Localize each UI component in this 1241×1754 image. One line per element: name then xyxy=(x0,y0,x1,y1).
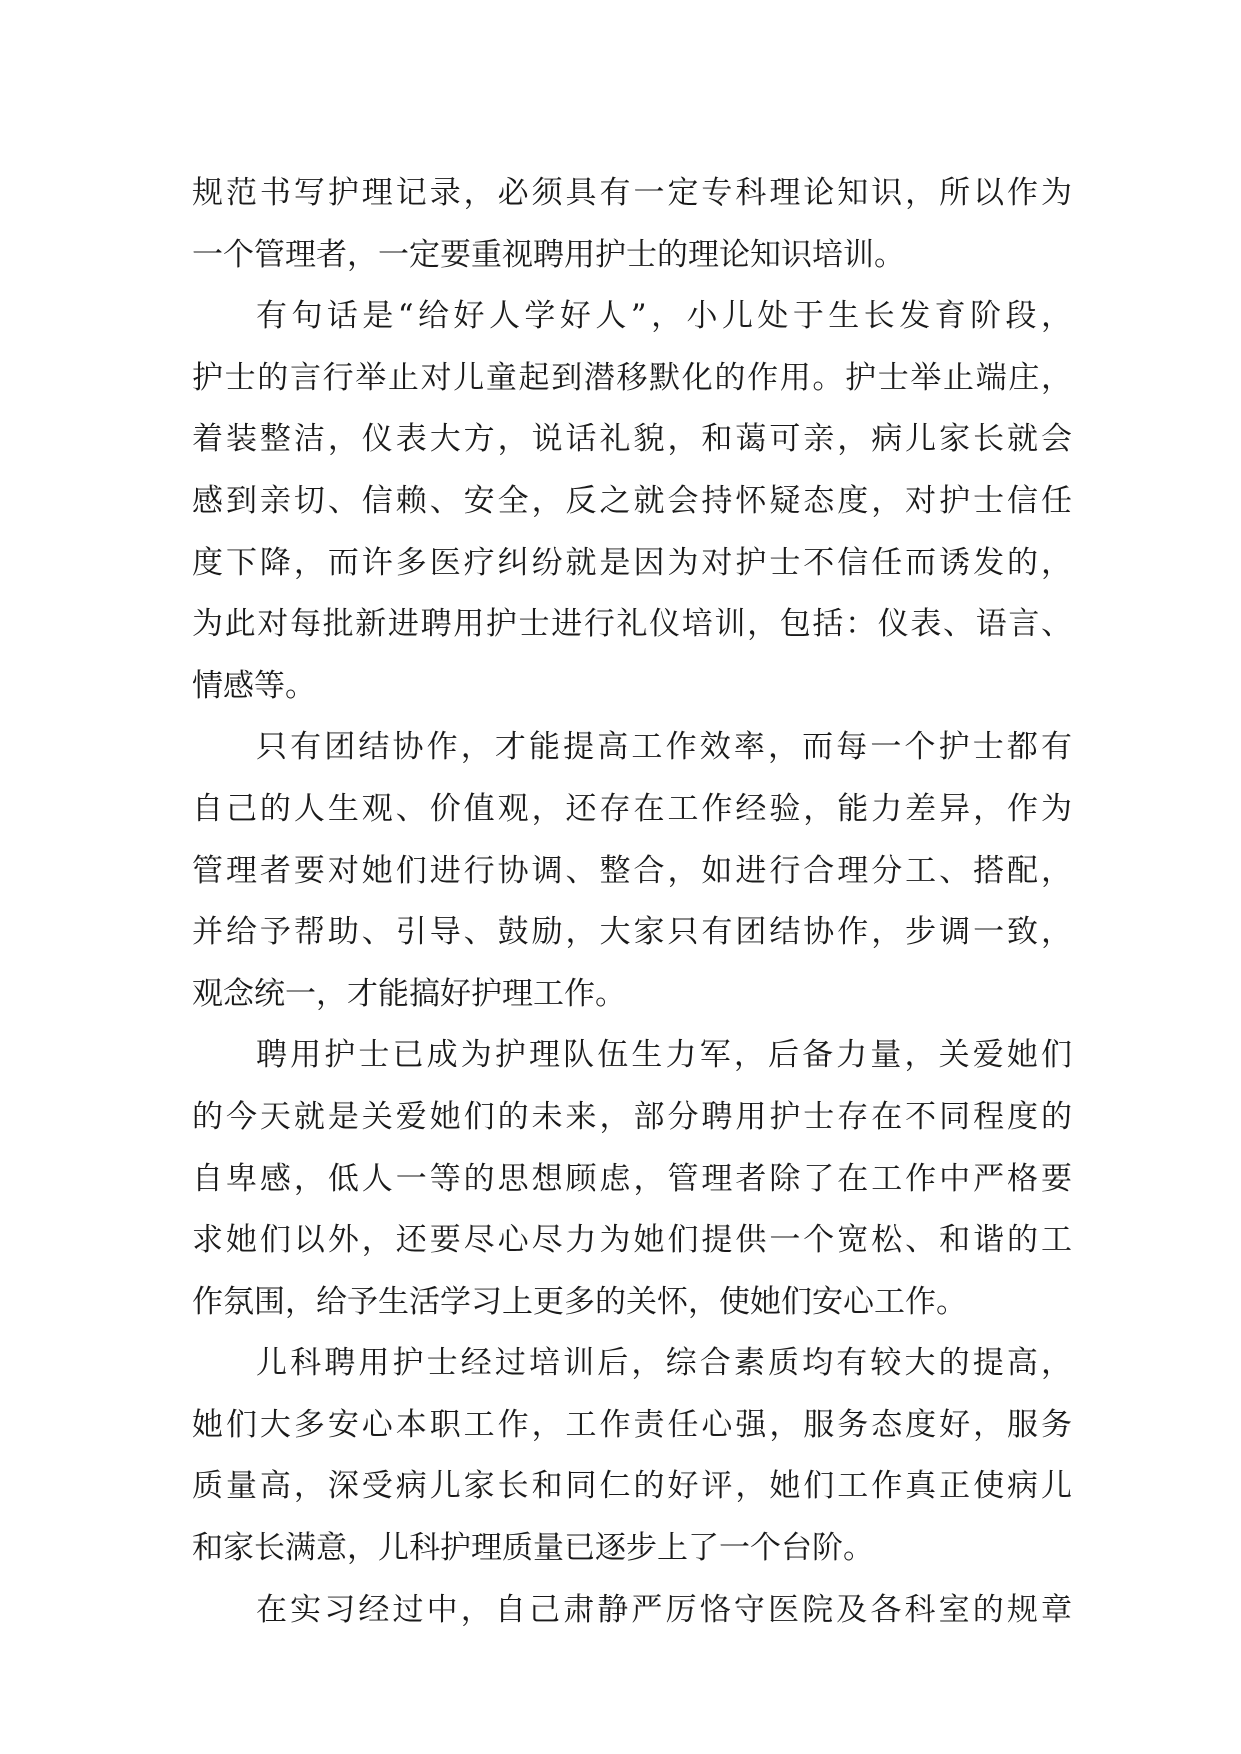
paragraph xyxy=(192,1025,1072,1333)
text-line: 儿科聘用护士经过培训后，综合素质均有较大的提高， xyxy=(256,1345,1072,1382)
text-line: 质量高，深受病儿家长和同仁的好评，她们工作真正使病儿 xyxy=(192,1468,1072,1505)
text-line: 作氛围，给予生活学习上更多的关怀，使她们安心工作。 xyxy=(192,1283,967,1320)
paragraph xyxy=(192,1333,1072,1579)
text-line: 她们大多安心本职工作，工作责任心强，服务态度好，服务 xyxy=(192,1406,1072,1443)
paragraph xyxy=(192,1580,1072,1642)
document-body xyxy=(192,163,1072,1641)
text-line: 护士的言行举止对儿童起到潜移默化的作用。护士举止端庄， xyxy=(192,359,1072,396)
text-line: 聘用护士已成为护理队伍生力军，后备力量，关爱她们 xyxy=(256,1037,1072,1074)
text-line: 只有团结协作，才能提高工作效率，而每一个护士都有 xyxy=(256,729,1072,766)
text-line: 观念统一，才能搞好护理工作。 xyxy=(192,975,626,1012)
text-line: 求她们以外，还要尽心尽力为她们提供一个宽松、和谐的工 xyxy=(192,1222,1072,1259)
text-line: 一个管理者，一定要重视聘用护士的理论知识培训。 xyxy=(192,236,905,273)
text-line: 感到亲切、信赖、安全，反之就会持怀疑态度，对护士信任 xyxy=(192,482,1072,519)
paragraph xyxy=(192,163,1072,286)
text-line: 自卑感，低人一等的思想顾虑，管理者除了在工作中严格要 xyxy=(192,1160,1072,1197)
paragraph xyxy=(192,286,1072,717)
text-line: 有句话是“给好人学好人”，小儿处于生长发育阶段， xyxy=(256,298,1072,335)
text-line: 在实习经过中，自己肃静严厉恪守医院及各科室的规章 xyxy=(256,1591,1072,1628)
text-line: 度下降，而许多医疗纠纷就是因为对护士不信任而诱发的， xyxy=(192,544,1072,581)
text-line: 自己的人生观、价值观，还存在工作经验，能力差异，作为 xyxy=(192,790,1072,827)
text-line: 情感等。 xyxy=(192,667,316,704)
text-line: 着装整洁，仪表大方，说话礼貌，和蔼可亲，病儿家长就会 xyxy=(192,421,1072,458)
text-line: 的今天就是关爱她们的未来，部分聘用护士存在不同程度的 xyxy=(192,1098,1072,1135)
text-line: 和家长满意，儿科护理质量已逐步上了一个台阶。 xyxy=(192,1530,874,1567)
text-line: 规范书写护理记录，必须具有一定专科理论知识，所以作为 xyxy=(192,175,1072,211)
text-line: 为此对每批新进聘用护士进行礼仪培训，包括：仪表、语言、 xyxy=(192,606,1072,643)
paragraph xyxy=(192,717,1072,1025)
text-line: 管理者要对她们进行协调、整合，如进行合理分工、搭配， xyxy=(192,852,1072,889)
text-line: 并给予帮助、引导、鼓励，大家只有团结协作，步调一致， xyxy=(192,914,1072,951)
